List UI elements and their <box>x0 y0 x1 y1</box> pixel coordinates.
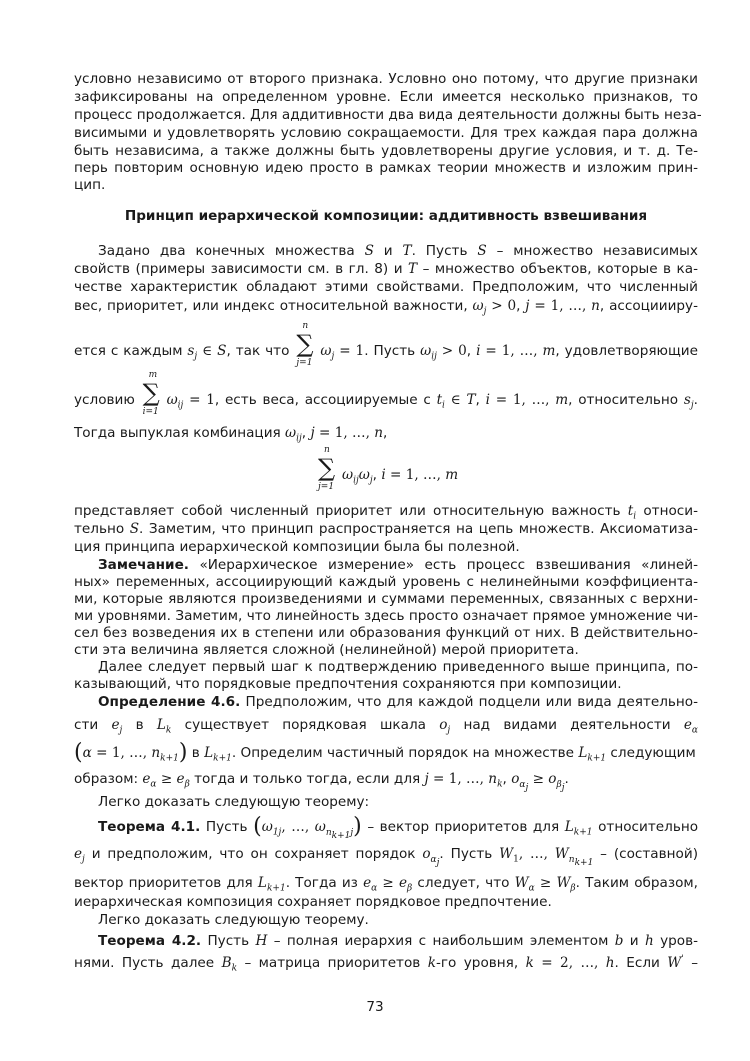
theorem-41-line-2: $e_j$ и предположим, что он сохраняет порядок $o_{\alpha_j}$. Пусть $W_1$, …, $W_{n_{k+1}}$ – (составной) <box>74 846 698 868</box>
given-line-5: ется с каждым $s_j$ ∈ S, так что ∑ n j=1 $\omega_j = 1$. Пусть $\omega_{ij} > 0$, i = 1, …, m, удовлетворяющие <box>74 321 698 368</box>
theorem-41-line-1: Теорема 4.1. Пусть ($\omega_{1j}$, …, $\omega_{n_{k+1}j}$) – вектор приоритетов для $L_{k+1}$ относительно <box>98 814 699 841</box>
remark-line: сти эта величина является сложной (нелинейной) мерой приоритета. <box>74 642 579 658</box>
intro-line: перь повторим основную идею просто в рамках теории множеств и изложим прин- <box>74 160 698 176</box>
given-line-6: условию ∑ m i=1 $\omega_{ij} = 1$, есть веса, ассоциируемые с $t_i$ ∈ T, i = 1, …, m, относительно $s_j$. <box>74 370 698 417</box>
given-line-7: Тогда выпуклая комбинация $\omega_{ij}$, j = 1, …, n, <box>74 425 388 444</box>
given-line-3: честве характеристик обладают этими свойствами. Предположим, что численный <box>74 279 698 295</box>
intro-line: цип. <box>74 177 106 193</box>
definition-line-2: сти $e_j$ в $L_k$ существует порядковая шкала $o_j$ над видами деятельности $e_\alpha$ <box>74 717 698 736</box>
remark-line: ми, которые являются произведениями и суммами переменных, связанных с верхни- <box>74 591 698 607</box>
theorem-41-line-3: вектор приоритетов для $L_{k+1}$. Тогда из $e_\alpha \ge e_\beta$ следует, что $W_\alpha \ge W_\beta$. Таким образом, <box>74 875 699 894</box>
definition-label: Определение 4.6. <box>98 694 241 710</box>
section-heading: Принцип иерархической композиции: аддитивность взвешивания <box>124 208 648 224</box>
given-line-2: свойств (примеры зависимости см. в гл. 8) и T – множество объектов, которые в ка- <box>74 261 698 277</box>
given-line-4: вес, приоритет, или индекс относительной важности, $\omega_j > 0$, j = 1, …, n, ассоциииру- <box>74 298 698 317</box>
easy-to-prove: Легко доказать следующую теорему: <box>98 794 370 810</box>
intro-line: висимыми и удовлетворять условию сокращаемости. Для трех каждая пара должна <box>74 125 698 141</box>
given-line-1: Задано два конечных множества S и T. Пусть S – множество независимых <box>98 243 698 259</box>
represents-line-3: ция принципа иерархической композиции была бы полезной. <box>74 539 520 555</box>
remark-line: ных» переменных, ассоциирующий каждый уровень с нелинейными коэффициента- <box>74 574 698 590</box>
page-number: 73 <box>366 999 384 1015</box>
theorem-42-line-2: нями. Пусть далее $B_k$ – матрица приоритетов k-го уровня, k = 2, …, h. Если W' – <box>74 954 698 974</box>
easy-to-prove-2: Легко доказать следующую теорему. <box>98 912 369 928</box>
next-step-line: Далее следует первый шаг к подтверждению приведенного выше принципа, по- <box>98 659 698 675</box>
remark-label: Замечание. <box>98 557 189 573</box>
remark-line-1: Замечание. «Иерархическое измерение» есть процесс взвешивания «линей- <box>98 557 698 573</box>
intro-line: условно независимо от второго признака. Условно оно потому, что другие признаки <box>74 71 698 87</box>
theorem-41-label: Теорема 4.1. <box>98 819 201 835</box>
theorem-41-line-4: иерархическая композиция сохраняет порядковое предпочтение. <box>74 894 552 910</box>
represents-line-1: представляет собой численный приоритет или относительную важность $t_i$ относи- <box>74 503 698 522</box>
definition-line-4: образом: $e_\alpha \ge e_\beta$ тогда и только тогда, если для j = 1, …, $n_k$, $o_{\alpha_j} \ge o_{\beta_j}$. <box>74 771 569 793</box>
theorem-42-line-1: Теорема 4.2. Пусть H – полная иерархия с наибольшим элементом b и h уров- <box>98 933 699 949</box>
intro-line: зафиксированы на определенном уровне. Если имеется несколько признаков, то <box>74 89 698 105</box>
definition-line-1: Определение 4.6. Предположим, что для каждой подцели или вида деятельно- <box>98 694 699 710</box>
intro-line: быть независима, а также должны быть удовлетворены другие условия, и т. д. Те- <box>74 143 698 159</box>
theorem-42-label: Теорема 4.2. <box>98 933 202 949</box>
definition-line-3: (α = 1, …, $n_{k+1}$) в $L_{k+1}$. Определим частичный порядок на множестве $L_{k+1}$ следующим <box>74 740 696 765</box>
remark-line: сел без возведения их в степени или образования функций от них. В действительно- <box>74 625 698 641</box>
composition-formula: ∑ n j=1 $\omega_{ij}\omega_j$, i = 1, …, m <box>318 445 459 492</box>
represents-line-2: тельно S. Заметим, что принцип распространяется на цепь множеств. Аксиоматиза- <box>74 521 698 537</box>
intro-line: процесс продолжается. Для аддитивности два вида деятельности должны быть неза- <box>74 107 702 123</box>
next-step-line: казывающий, что порядковые предпочтения сохраняются при композиции. <box>74 676 622 692</box>
remark-line: ми уровнями. Заметим, что линейность здесь просто означает прямое умножение чи- <box>74 608 698 624</box>
